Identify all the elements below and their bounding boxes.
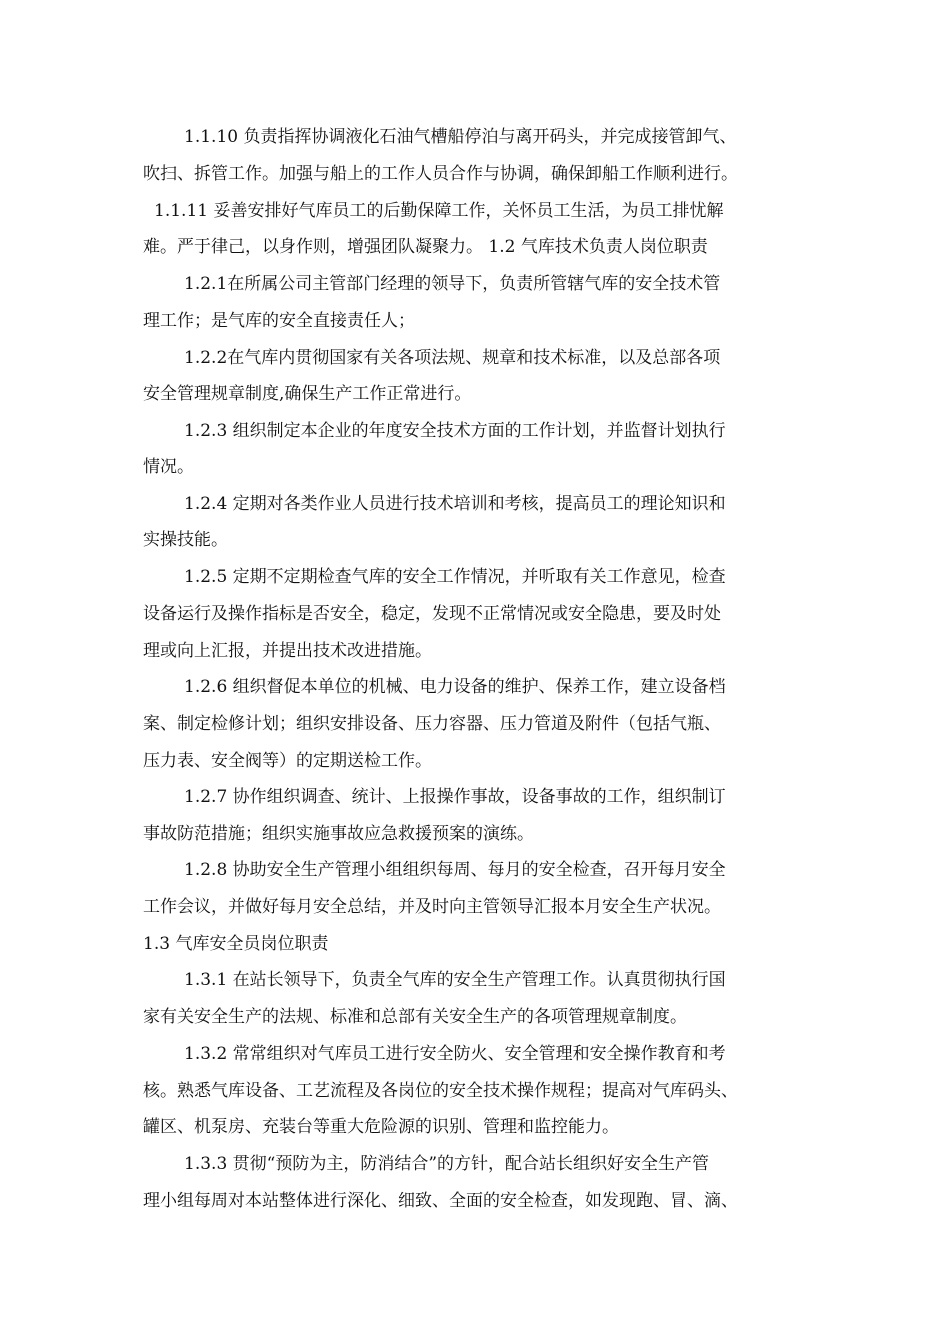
text-line: 1.3.1 在站长领导下，负责全气库的安全生产管理工作。认真贯彻执行国 xyxy=(184,970,726,990)
text-line: 1.2.7 协作组织调查、统计、上报操作事故，设备事故的工作，组织制订 xyxy=(184,787,726,807)
text-line: 1.3.3 贯彻“预防为主，防消结合”的方针，配合站长组织好安全生产管 xyxy=(184,1154,710,1174)
text-line: 案、制定检修计划；组织安排设备、压力容器、压力管道及附件（包括气瓶、 xyxy=(143,714,721,734)
text-line: 1.2.3 组织制定本企业的年度安全技术方面的工作计划，并监督计划执行 xyxy=(184,421,726,441)
text-line: 工作会议，并做好每月安全总结，并及时向主管领导汇报本月安全生产状况。 xyxy=(143,897,721,917)
text-line: 罐区、机泵房、充装台等重大危险源的识别、管理和监控能力。 xyxy=(143,1117,619,1137)
text-line: 吹扫、拆管工作。加强与船上的工作人员合作与协调，确保卸船工作顺利进行。 xyxy=(143,164,738,184)
text-line: 1.2.8 协助安全生产管理小组组织每周、每月的安全检查，召开每月安全 xyxy=(184,860,726,880)
text-line: 1.2.2在气库内贯彻国家有关各项法规、规章和技术标准，以及总部各项 xyxy=(184,348,721,368)
text-line: 1.2.4 定期对各类作业人员进行技术培训和考核，提高员工的理论知识和 xyxy=(184,494,726,514)
text-line: 1.1.10 负责指挥协调液化石油气槽船停泊与离开码头，并完成接管卸气、 xyxy=(184,127,737,147)
text-line: 家有关安全生产的法规、标准和总部有关安全生产的各项管理规章制度。 xyxy=(143,1007,687,1027)
text-line: 事故防范措施；组织实施事故应急救援预案的演练。 xyxy=(143,824,534,844)
text-line: 核。熟悉气库设备、工艺流程及各岗位的安全技术操作规程；提高对气库码头、 xyxy=(143,1081,738,1101)
text-line: 难。严于律己，以身作则，增强团队凝聚力。 1.2 气库技术负责人岗位职责 xyxy=(143,237,708,257)
text-line: 理或向上汇报，并提出技术改进措施。 xyxy=(143,641,432,661)
text-line: 1.2.1在所属公司主管部门经理的领导下，负责所管辖气库的安全技术管 xyxy=(184,274,721,294)
text-line: 理工作；是气库的安全直接责任人； xyxy=(143,311,415,331)
text-line: 理小组每周对本站整体进行深化、细致、全面的安全检查，如发现跑、冒、滴、 xyxy=(143,1191,738,1211)
text-line: 1.3.2 常常组织对气库员工进行安全防火、安全管理和安全操作教育和考 xyxy=(184,1044,726,1064)
text-line: 设备运行及操作指标是否安全，稳定，发现不正常情况或安全隐患，要及时处 xyxy=(143,604,721,624)
text-line: 压力表、安全阀等）的定期送检工作。 xyxy=(143,751,432,771)
text-line: 1.2.5 定期不定期检查气库的安全工作情况，并听取有关工作意见，检查 xyxy=(184,567,726,587)
text-line: 1.2.6 组织督促本单位的机械、电力设备的维护、保养工作，建立设备档 xyxy=(184,677,726,697)
text-line: 安全管理规章制度,确保生产工作正常进行。 xyxy=(143,384,472,404)
section-heading: 1.3 气库安全员岗位职责 xyxy=(143,934,329,954)
text-line: 情况。 xyxy=(143,457,194,477)
text-line: 1.1.11 妥善安排好气库员工的后勤保障工作，关怀员工生活，为员工排忧解 xyxy=(154,201,724,221)
text-line: 实操技能。 xyxy=(143,530,228,550)
